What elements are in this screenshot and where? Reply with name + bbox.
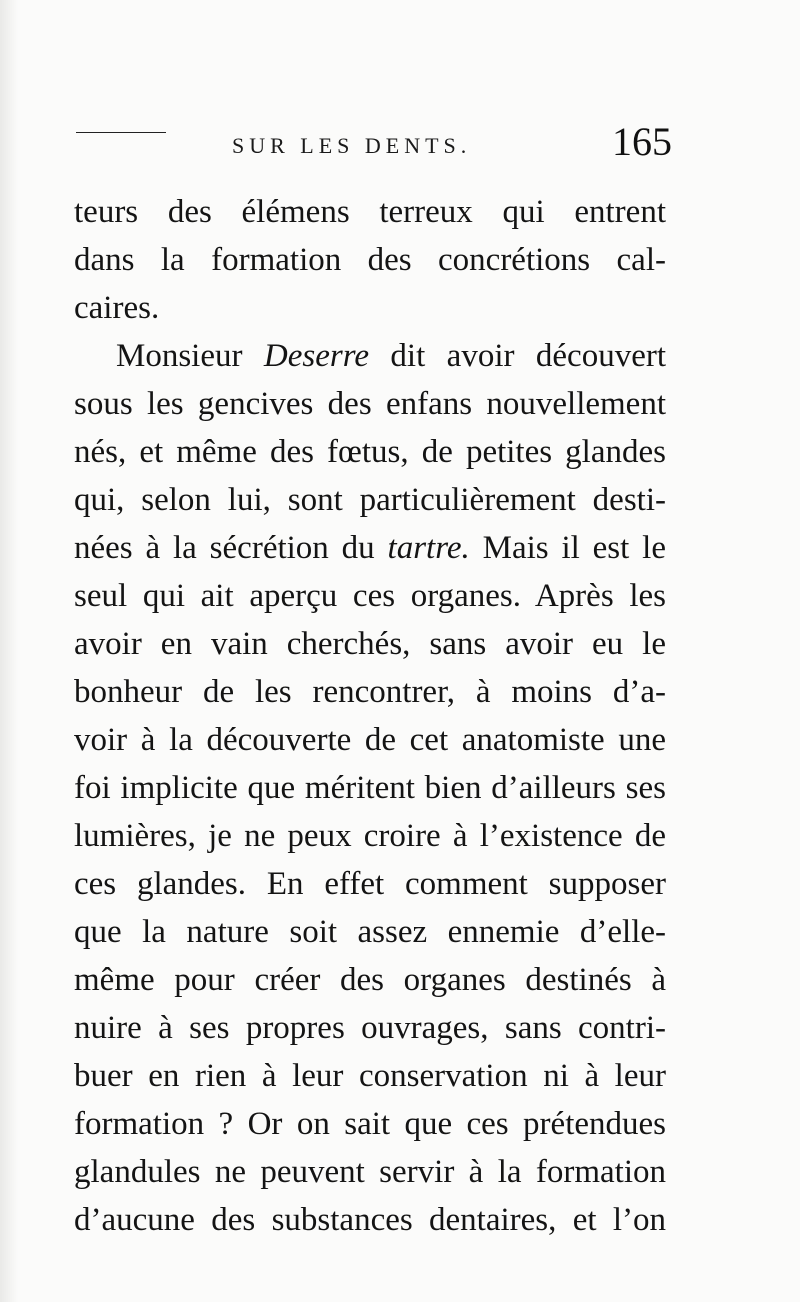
text-line [74,284,666,332]
text-line [74,524,666,572]
text-segment: nées à la sécrétion du [74,530,388,566]
text-segment: caires. [74,290,160,326]
text-segment: formation ? Or on sait que ces prétendues [74,1106,666,1142]
text-segment: nuire à ses propres ouvrages, sans contri- [74,1010,666,1046]
text-segment: avoir en vain cherchés, sans avoir eu le [74,626,666,662]
running-title: SUR LES DENTS. [232,133,472,158]
text-line [74,476,666,524]
text-segment: dans la formation des concrétions cal- [74,242,666,278]
text-line [74,620,666,668]
text-line [74,236,666,284]
text-segment: Mais il est le [469,530,666,566]
text-segment: nés, et même des fœtus, de petites glandes [74,434,666,470]
text-segment: dit avoir découvert [369,338,666,374]
text-line [74,428,666,476]
text-segment: lumières, je ne peux croire à l’existence de [74,818,666,854]
text-segment: teurs des élémens terreux qui entrent [74,194,666,230]
text-segment: bonheur de les rencontrer, à moins d’a- [74,674,666,710]
text-segment: ces glandes. En effet comment supposer [74,866,666,902]
text-line [74,668,666,716]
text-line [74,716,666,764]
text-segment: seul qui ait aperçu ces organes. Après les [74,578,666,614]
page-number: 165 [612,119,672,164]
text-segment: buer en rien à leur conservation ni à leur [74,1058,666,1094]
text-line [74,908,666,956]
text-segment: qui, selon lui, sont particulièrement desti- [74,482,666,518]
text-line [74,1004,666,1052]
text-line [74,1052,666,1100]
text-line [116,332,666,380]
text-line [74,860,666,908]
text-line [74,188,666,236]
text-line [74,956,666,1004]
text-line [74,1148,666,1196]
italic-text-segment: Deserre [263,338,369,374]
italic-text-segment: tartre. [387,530,470,566]
text-line [74,572,666,620]
text-segment: glandules ne peuvent servir à la formation [74,1154,666,1190]
text-segment: voir à la découverte de cet anatomiste une [74,722,666,758]
text-line [74,812,666,860]
text-segment: sous les gencives des enfans nouvellement [74,386,666,422]
text-segment: foi implicite que méritent bien d’ailleurs ses [74,770,666,806]
text-line [74,1196,666,1244]
text-line [74,764,666,812]
text-segment: Monsieur [116,338,264,374]
text-line [74,380,666,428]
text-line [74,1100,666,1148]
text-segment: que la nature soit assez ennemie d’elle- [74,914,666,950]
text-segment: même pour créer des organes destinés à [74,962,666,998]
text-segment: d’aucune des substances dentaires, et l’on [74,1202,666,1238]
